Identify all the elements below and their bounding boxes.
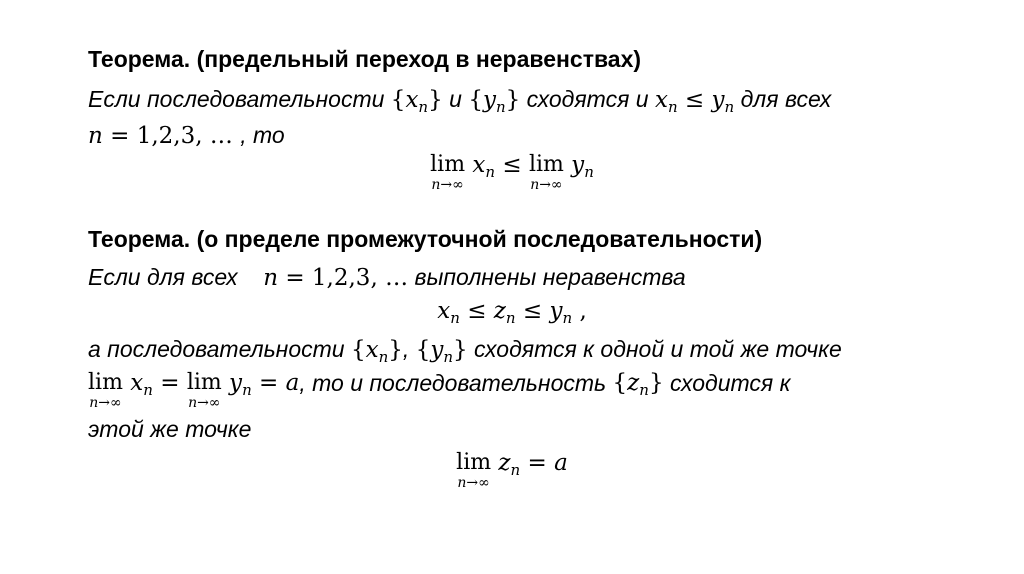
theorem2-statement-line3: lim n→∞ $x_n = \lim$ n→∞ $y_n = a$, то и последовательность $\{z_n\}$ сходится к (88, 370, 791, 411)
lim-operator: lim n→∞ (430, 152, 466, 193)
formula-seq-y: $\{y_n\}$ (468, 87, 521, 116)
theorem1-formula: lim n→∞ $x_n \le \lim$ n→∞ $y_n$ (430, 152, 594, 193)
theorem2-inequality: $x_n \le z_n \le y_n$ , (437, 298, 587, 327)
text: , (402, 336, 416, 362)
theorem2-title: Теорема. (о пределе промежуточной последовательности) (88, 226, 763, 252)
text: , то и последовательность (299, 370, 613, 396)
text: сходятся к одной и той же точке (467, 336, 842, 362)
text: а последовательности (88, 336, 351, 362)
theorem1-statement-line2 (88, 120, 285, 151)
text: выполнены неравенства (408, 264, 686, 290)
theorem2-statement-line1 (88, 262, 686, 293)
text: сходится к (663, 370, 791, 396)
formula-n-equals: n = 1,2,3, … (263, 265, 409, 291)
theorem2-formula: lim n→∞ $z_n = a$ (456, 450, 568, 491)
formula-n-equals: n = 1,2,3, … (88, 123, 241, 149)
text: сходятся и (520, 86, 655, 112)
theorem2-statement-line4: этой же точке (88, 416, 252, 442)
formula-seq-x: $\{x_n\}$ (350, 337, 403, 366)
formula-seq-x: $\{x_n\}$ (390, 87, 443, 116)
formula-xn-le-yn: $x_n \le y_n$ (654, 87, 735, 116)
text: для всех (734, 86, 832, 112)
lim-operator: lim n→∞ (456, 450, 492, 491)
formula-seq-z: $\{z_n\}$ (612, 370, 664, 399)
text: Если для всех (88, 264, 264, 290)
lim-operator: lim n→∞ (528, 152, 564, 193)
theorem1-title: Теорема. (предельный переход в неравенствах) (88, 46, 642, 72)
theorem1-statement-line1 (88, 84, 831, 115)
text: , то (240, 122, 285, 148)
lim-operator: lim n→∞ (186, 370, 222, 411)
text: Если последовательности (88, 86, 391, 112)
text: и (442, 86, 469, 112)
lim-operator: lim n→∞ (88, 370, 123, 411)
theorem2-statement-line2 (88, 334, 842, 365)
formula-seq-y: $\{y_n\}$ (415, 337, 468, 366)
